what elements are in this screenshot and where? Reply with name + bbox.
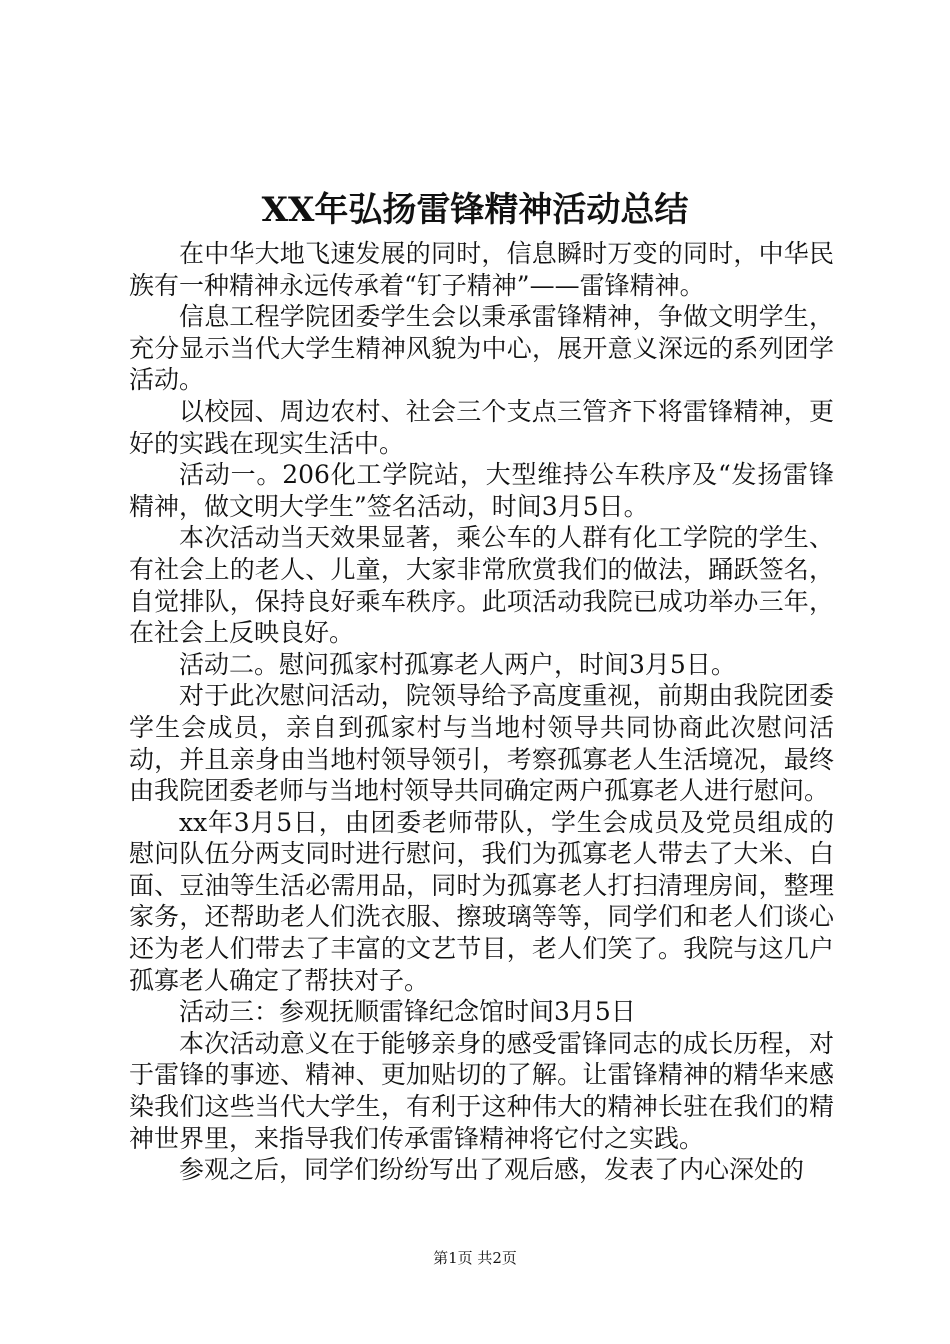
paragraph: 信息工程学院团委学生会以秉承雷锋精神，争做文明学生，充分显示当代大学生精神风貌为中心，展开意义深远的系列团学活动。 [129, 302, 834, 395]
document-title: XX年弘扬雷锋精神活动总结 [261, 190, 689, 230]
paragraph: 活动二。慰问孤家村孤寡老人两户，时间3月5日。 [179, 649, 736, 679]
paragraph: xx年3月5日，由团委老师带队，学生会成员及党员组成的慰问队伍分两支同时进行慰问，我们为孤寡老人带去了大米、白面、豆油等生活必需用品，同时为孤寡老人打扫清理房间，整理家务，还帮助老人们洗衣服、擦玻璃等等，同学们和老人们谈心还为老人们带去了丰富的文艺节目，老人们笑了。我院与这几户孤寡老人确定了帮扶对子。 [129, 807, 834, 995]
paragraph: 对于此次慰问活动，院领导给予高度重视，前期由我院团委学生会成员，亲自到孤家村与当地村领导共同协商此次慰问活动，并且亲身由当地村领导领引，考察孤寡老人生活境况，最终由我院团委老师与当地村领导共同确定两户孤寡老人进行慰问。 [129, 681, 834, 806]
paragraph: 活动一。206化工学院站，大型维持公车秩序及“发扬雷锋精神，做文明大学生”签名活动，时间3月5日。 [129, 460, 834, 521]
page-footer: 第1页 共2页 [433, 1249, 517, 1267]
document-body [129, 238, 834, 1186]
paragraph: 在中华大地飞速发展的同时，信息瞬时万变的同时，中华民族有一种精神永远传承着“钉子精神”——雷锋精神。 [129, 239, 834, 300]
paragraph: 活动三：参观抚顺雷锋纪念馆时间3月5日 [179, 997, 636, 1027]
paragraph: 参观之后，同学们纷纷写出了观后感，发表了内心深处的 [179, 1155, 805, 1185]
paragraph: 本次活动当天效果显著，乘公车的人群有化工学院的学生、有社会上的老人、儿童，大家非常欣赏我们的做法，踊跃签名，自觉排队，保持良好乘车秩序。此项活动我院已成功举办三年，在社会上反映良好。 [129, 523, 834, 648]
paragraph: 本次活动意义在于能够亲身的感受雷锋同志的成长历程，对于雷锋的事迹、精神、更加贴切的了解。让雷锋精神的精华来感染我们这些当代大学生，有利于这种伟大的精神长驻在我们的精神世界里，来指导我们传承雷锋精神将它付之实践。 [129, 1028, 834, 1153]
paragraph: 以校园、周边农村、社会三个支点三管齐下将雷锋精神，更好的实践在现实生活中。 [129, 396, 834, 458]
